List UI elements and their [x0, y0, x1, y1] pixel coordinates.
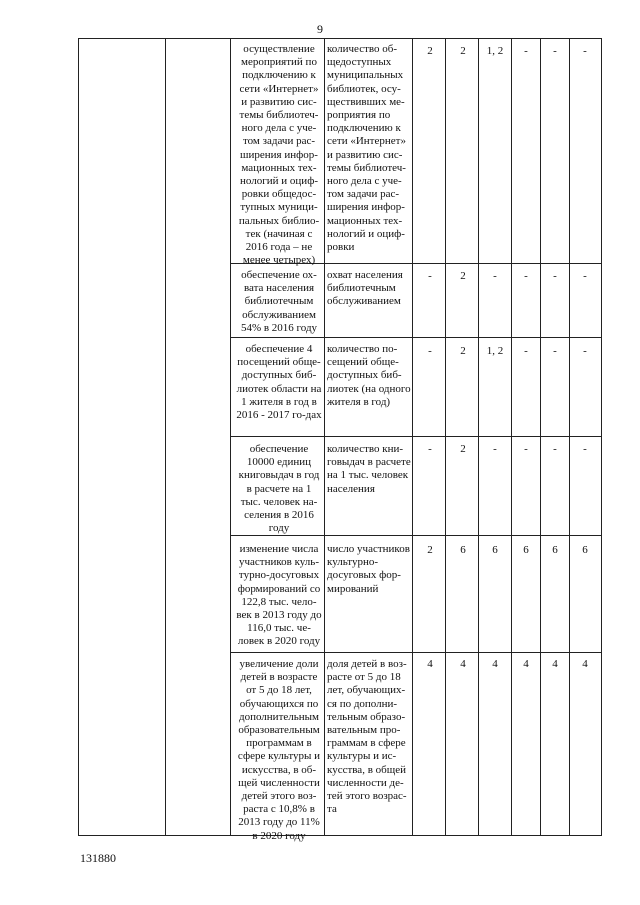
value-cell: 4 — [427, 658, 433, 670]
value-cell: - — [524, 345, 528, 357]
page-number: 9 — [317, 22, 323, 36]
indicator-cell: число участников культурно-досуговых фор-мирований — [327, 543, 410, 595]
value-cell: 4 — [523, 658, 529, 670]
value-cell: 1, 2 — [486, 345, 504, 357]
value-cell: - — [583, 443, 587, 455]
value-cell: - — [583, 270, 587, 282]
indicator-cell: охват населения библиотечным обслуживанием — [327, 269, 403, 308]
value-cell: 4 — [492, 658, 498, 670]
value-cell: - — [553, 45, 557, 57]
value-cell: 6 — [523, 544, 529, 556]
value-cell: - — [524, 270, 528, 282]
measure-cell: осуществление мероприятий по подключению к сети «Интернет» и развитию сис-темы библиотеч-ного дела с уче-том задачи рас-ширения инфор-мационных тех-нологий и оциф-ровки общедос-тупных муници-пальных библио-тек (начиная с 2016 года – не менее четырех) — [238, 43, 320, 267]
indicator-cell: количество кни-говыдач в расчете на 1 тыс. человек населения — [327, 443, 411, 495]
value-cell: 6 — [492, 544, 498, 556]
value-cell: 2 — [427, 45, 433, 57]
measure-cell: обеспечение 4 посещений обще-доступных биб-лиотек области на 1 жителя в год в 2016 - 2017 го-дах — [236, 343, 322, 422]
measure-cell: изменение числа участников куль-турно-досуговых формирований со 122,8 тыс. чело-век в 2013 году до 116,0 тыс. че-ловек в 2020 году — [236, 543, 322, 648]
value-cell: 4 — [460, 658, 466, 670]
value-cell: - — [553, 345, 557, 357]
value-cell: - — [493, 443, 497, 455]
value-cell: 4 — [552, 658, 558, 670]
value-cell: - — [553, 270, 557, 282]
measure-cell: обеспечение ох-вата населения библиотечным обслуживанием 54% в 2016 году — [240, 269, 318, 334]
value-cell: 2 — [460, 443, 466, 455]
document-code: 131880 — [80, 851, 116, 865]
value-cell: - — [553, 443, 557, 455]
value-cell: - — [428, 270, 432, 282]
value-cell: 2 — [460, 270, 466, 282]
measure-cell: обеспечение 10000 единиц книговыдач в год в расчете на 1 тыс. человек на-селения в 2016 году — [238, 443, 320, 535]
value-cell: 6 — [460, 544, 466, 556]
value-cell: - — [493, 270, 497, 282]
value-cell: - — [583, 345, 587, 357]
value-cell: - — [583, 45, 587, 57]
measure-cell: увеличение доли детей в возрасте от 5 до 18 лет, обучающихся по дополнительным образовательным программам в сфере культуры и искусства, в об-щей численности детей этого воз-раста с 10,8% в 2013 году до 11% в 2020 году — [237, 658, 321, 842]
value-cell: 2 — [460, 345, 466, 357]
value-cell: - — [428, 345, 432, 357]
value-cell: 2 — [460, 45, 466, 57]
value-cell: - — [524, 45, 528, 57]
value-cell: 4 — [582, 658, 588, 670]
indicator-cell: количество об-щедоступных муниципальных библиотек, осу-ществивших ме-роприятия по подключению к сети «Интернет» и развитию сис-темы библиотеч-ного дела с уче-том задачи рас-ширения инфор-мационных тех-нологий и оциф-ровки — [327, 43, 406, 254]
indicator-cell: количество по-сещений обще-доступных биб-лиотек (на одного жителя в год) — [327, 343, 411, 408]
value-cell: 6 — [552, 544, 558, 556]
indicator-cell: доля детей в воз-расте от 5 до 18 лет, обучающих-ся по дополни-тельным образо-вательным про-граммам в сфере культуры и ис-кусства, в общей численности де-тей этого возрас-та — [327, 658, 407, 816]
value-cell: 2 — [427, 544, 433, 556]
value-cell: 6 — [582, 544, 588, 556]
value-cell: - — [428, 443, 432, 455]
value-cell: - — [524, 443, 528, 455]
value-cell: 1, 2 — [486, 45, 504, 57]
